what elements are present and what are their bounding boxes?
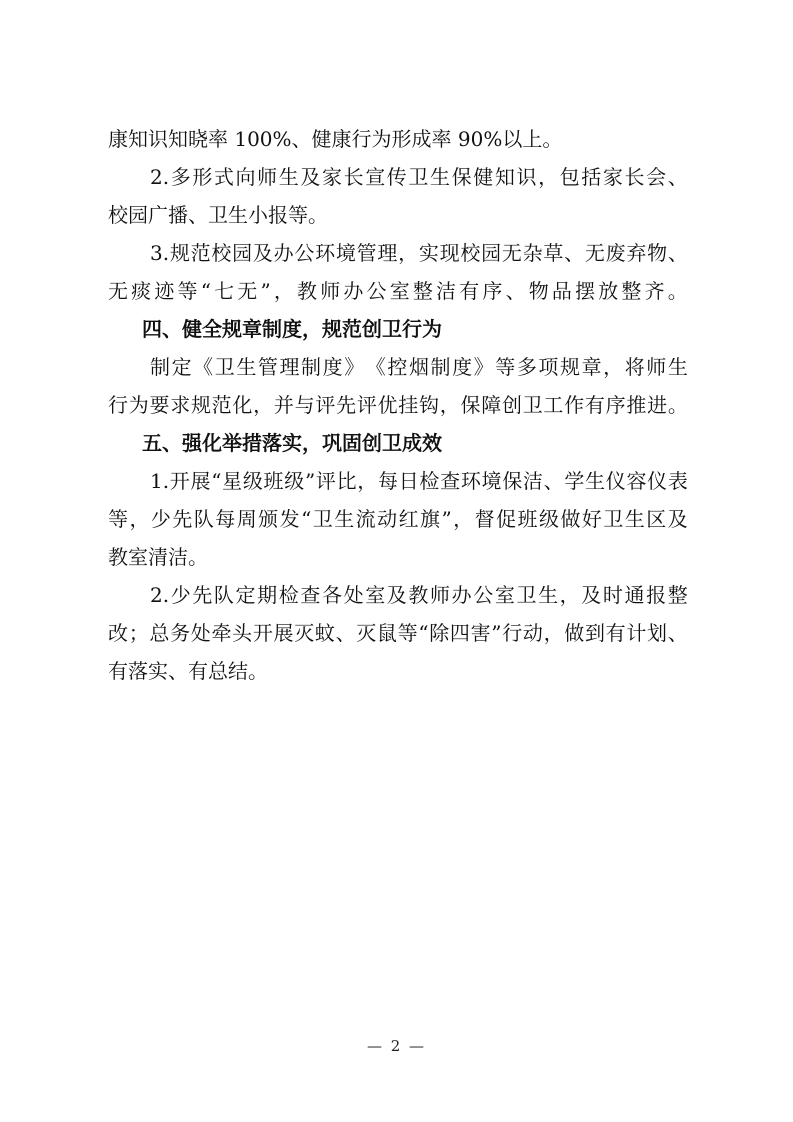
body-line: 2. 少 先 队 定 期 检 查 各 处 室 及 教 师 办 公 室 卫 生 ， 及 时 通 报 整 bbox=[150, 583, 688, 607]
page-number: — 2 — bbox=[366, 1037, 427, 1055]
body-line: 等 ， 少 先 队 每 周 颁 发 “ 卫 生 流 动 红 旗 ” ， 督 促 班 级 做 好 卫 生 区 及 bbox=[108, 507, 688, 531]
body-line: 无 痰 迹 等 “ 七 无 ” ， 教 师 办 公 室 整 洁 有 序 、 物 品 摆 放 整 齐 。 bbox=[108, 279, 688, 303]
body-line: 校园广播、卫生小报等。 bbox=[108, 203, 328, 227]
body-line: 1. 开 展 “ 星 级 班 级 ” 评 比 ， 每 日 检 查 环 境 保 洁 、 学 生 仪 容 仪 表 bbox=[150, 469, 688, 493]
body-line: 制 定 《 卫 生 管 理 制 度 》 《 控 烟 制 度 》 等 多 项 规 章 ， 将 师 生 bbox=[150, 355, 688, 379]
section-heading-5: 五、强化举措落实，巩固创卫成效 bbox=[142, 431, 442, 455]
body-line: 教室清洁。 bbox=[108, 545, 208, 569]
document-body bbox=[108, 120, 688, 690]
body-line: 3. 规 范 校 园 及 办 公 环 境 管 理 ， 实 现 校 园 无 杂 草 、 无 废 弃 物 、 bbox=[150, 241, 688, 265]
body-line: 改 ； 总 务 处 牵 头 开 展 灭 蚊 、 灭 鼠 等 “ 除 四 害 ” 行 动 ， 做 到 有 计 划 、 bbox=[108, 621, 688, 645]
body-line: 康知识知晓率 100%、健康行为形成率 90%以上。 bbox=[108, 127, 563, 151]
section-heading-4: 四、健全规章制度，规范创卫行为 bbox=[142, 317, 442, 341]
body-line: 行 为 要 求 规 范 化 ， 并 与 评 先 评 优 挂 钩 ， 保 障 创 卫 工 作 有 序 推 进 。 bbox=[108, 393, 688, 417]
body-line: 有落实、有总结。 bbox=[108, 659, 268, 683]
body-line: 2. 多 形 式 向 师 生 及 家 长 宣 传 卫 生 保 健 知 识 ， 包 括 家 长 会 、 bbox=[150, 165, 688, 189]
